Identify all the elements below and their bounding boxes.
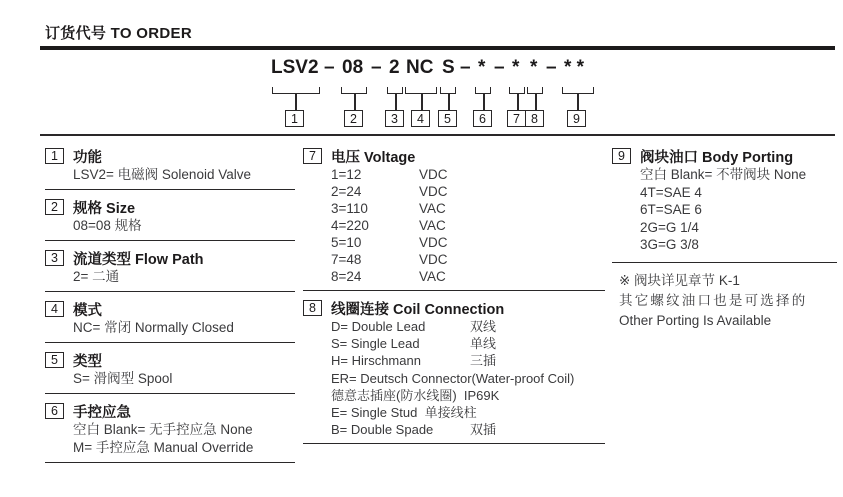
code-box-1: 1: [285, 110, 304, 127]
coil-row: [331, 387, 605, 404]
porting-row: 2G=G 1/4: [640, 219, 699, 235]
section-title: 阀块油口 Body Porting: [640, 149, 794, 166]
voltage-row: [331, 268, 605, 285]
coil-label-zh: 双插: [470, 422, 497, 438]
coil-label-zh: 双线: [470, 319, 497, 334]
section-row: 空白 Blank= 无手控应急 None: [73, 422, 253, 437]
section-header: [612, 147, 837, 165]
code-segment-6: *: [478, 57, 486, 78]
section-title: 模式: [73, 302, 102, 319]
bracket-7: [509, 87, 525, 94]
section-flow-path: [45, 249, 295, 292]
voltage-row: [331, 217, 605, 234]
porting-note: 其它螺纹油口也是可选择的: [619, 292, 808, 308]
bracket-2: [341, 87, 367, 94]
coil-code: 德意志插座(防水线圈) IP69K: [331, 387, 500, 403]
section-header: [45, 249, 295, 267]
voltage-row: [331, 183, 605, 200]
section-header: [45, 300, 295, 318]
voltage-code: 4=220: [331, 218, 369, 233]
column-left: [45, 147, 295, 471]
stem-6: [483, 94, 485, 110]
code-segment-3: 2: [389, 57, 400, 78]
section-row: 2= 二通: [73, 269, 120, 284]
code-segment-5: S: [442, 57, 455, 78]
section-number-box: 9: [612, 148, 631, 164]
section-header: [303, 147, 605, 165]
coil-row: [331, 404, 605, 421]
voltage-unit: VAC: [419, 201, 446, 216]
bracket-3: [387, 87, 403, 94]
porting-row: 空白 Blank= 不带阀块 None: [640, 167, 807, 182]
stem-1: [295, 94, 297, 110]
voltage-code: 3=110: [331, 201, 368, 216]
voltage-row: [331, 251, 605, 268]
stem-8: [535, 94, 537, 110]
porting-notes: [619, 271, 837, 331]
bracket-1: [272, 87, 320, 94]
section-title: 电压 Voltage: [331, 149, 416, 166]
code-box-2: 2: [344, 110, 363, 127]
code-segment-8: *: [530, 57, 538, 78]
section-number-box: 2: [45, 199, 64, 215]
section-type: [45, 351, 295, 394]
voltage-row: [331, 200, 605, 217]
section-header: [303, 299, 605, 317]
code-separator: –: [371, 57, 382, 78]
voltage-code: 1=12: [331, 167, 362, 182]
section-title: 功能: [73, 149, 102, 166]
voltage-unit: VDC: [419, 235, 448, 250]
code-segment-7: *: [512, 57, 520, 78]
section-title: 流道类型 Flow Path: [73, 251, 204, 268]
voltage-code: 7=48: [331, 252, 362, 267]
code-separator: –: [460, 57, 471, 78]
code-box-7: 7: [507, 110, 526, 127]
section-size: [45, 198, 295, 241]
porting-note: Other Porting Is Available: [619, 312, 772, 328]
bracket-8: [527, 87, 543, 94]
voltage-code: 5=10: [331, 235, 362, 250]
section-title: 手控应急: [73, 404, 131, 421]
section-number-box: 4: [45, 301, 64, 317]
coil-code: E= Single Stud 单接线柱: [331, 405, 477, 421]
section-header: [45, 198, 295, 216]
coil-row: [331, 352, 605, 369]
section-number-box: 8: [303, 300, 322, 316]
code-segment-2: 08: [342, 57, 364, 78]
section-title: 线圈连接 Coil Connection: [331, 301, 505, 318]
code-box-5: 5: [438, 110, 457, 127]
voltage-unit: VDC: [419, 252, 448, 267]
section-row: NC= 常闭 Normally Closed: [73, 320, 234, 335]
stem-7: [517, 94, 519, 110]
code-segment-1: LSV2: [271, 57, 319, 78]
voltage-row: [331, 234, 605, 251]
page-title: 订货代号 TO ORDER: [45, 25, 192, 42]
voltage-unit: VAC: [419, 269, 446, 284]
section-mode: [45, 300, 295, 343]
code-box-3: 3: [385, 110, 404, 127]
section-row: LSV2= 电磁阀 Solenoid Valve: [73, 167, 251, 182]
coil-code: S= Single Lead: [331, 336, 420, 352]
voltage-unit: VAC: [419, 218, 446, 233]
section-row: 08=08 规格: [73, 218, 142, 233]
section-function: [45, 147, 295, 190]
voltage-unit: VDC: [419, 184, 448, 199]
voltage-code: 2=24: [331, 184, 362, 199]
coil-row: [331, 335, 605, 352]
coil-code: H= Hirschmann: [331, 353, 421, 369]
code-separator: –: [494, 57, 505, 78]
bracket-4: [405, 87, 437, 94]
voltage-row: [331, 166, 605, 183]
code-separator: –: [546, 57, 557, 78]
code-box-9: 9: [567, 110, 586, 127]
stem-4: [421, 94, 423, 110]
section-number-box: 3: [45, 250, 64, 266]
code-box-6: 6: [473, 110, 492, 127]
header-divider: [40, 134, 835, 136]
title-rule: [40, 46, 835, 50]
section-number-box: 7: [303, 148, 322, 164]
porting-row: 6T=SAE 6: [640, 202, 702, 217]
porting-row: 3G=G 3/8: [640, 237, 699, 252]
coil-label-zh: 三插: [470, 353, 497, 369]
section-header: [45, 147, 295, 165]
bracket-6: [475, 87, 491, 94]
bracket-9: [562, 87, 594, 94]
voltage-code: 8=24: [331, 269, 362, 284]
stem-5: [448, 94, 450, 110]
coil-row: [331, 370, 605, 387]
coil-code: D= Double Lead: [331, 319, 426, 334]
voltage-unit: VDC: [419, 167, 448, 182]
section-header: [45, 402, 295, 420]
section-voltage: [303, 147, 605, 291]
stem-2: [354, 94, 356, 110]
porting-row: 4T=SAE 4: [640, 184, 702, 200]
code-segment-4: NC: [406, 57, 434, 78]
code-segment-9: * *: [564, 57, 585, 78]
section-header: [45, 351, 295, 369]
stem-9: [577, 94, 579, 110]
code-box-8: 8: [525, 110, 544, 127]
code-separator: –: [324, 57, 335, 78]
section-body-porting: [612, 147, 837, 263]
coil-row: [331, 421, 605, 438]
bracket-5: [440, 87, 456, 94]
section-number-box: 1: [45, 148, 64, 164]
section-title: 类型: [73, 353, 102, 370]
section-coil-connection: [303, 299, 605, 444]
section-number-box: 5: [45, 352, 64, 368]
section-manual-override: [45, 402, 295, 463]
section-row: S= 滑阀型 Spool: [73, 371, 173, 386]
column-right: [612, 147, 837, 331]
section-title: 规格 Size: [73, 200, 136, 217]
column-middle: [303, 147, 605, 452]
coil-code: ER= Deutsch Connector(Water-proof Coil): [331, 370, 575, 386]
stem-3: [395, 94, 397, 110]
porting-note: ※ 阀块详见章节 K-1: [619, 272, 740, 288]
code-box-4: 4: [411, 110, 430, 127]
section-number-box: 6: [45, 403, 64, 419]
coil-code: B= Double Spade: [331, 422, 434, 438]
coil-label-zh: 单线: [470, 336, 497, 352]
coil-row: [331, 318, 605, 335]
section-row: M= 手控应急 Manual Override: [73, 440, 254, 455]
